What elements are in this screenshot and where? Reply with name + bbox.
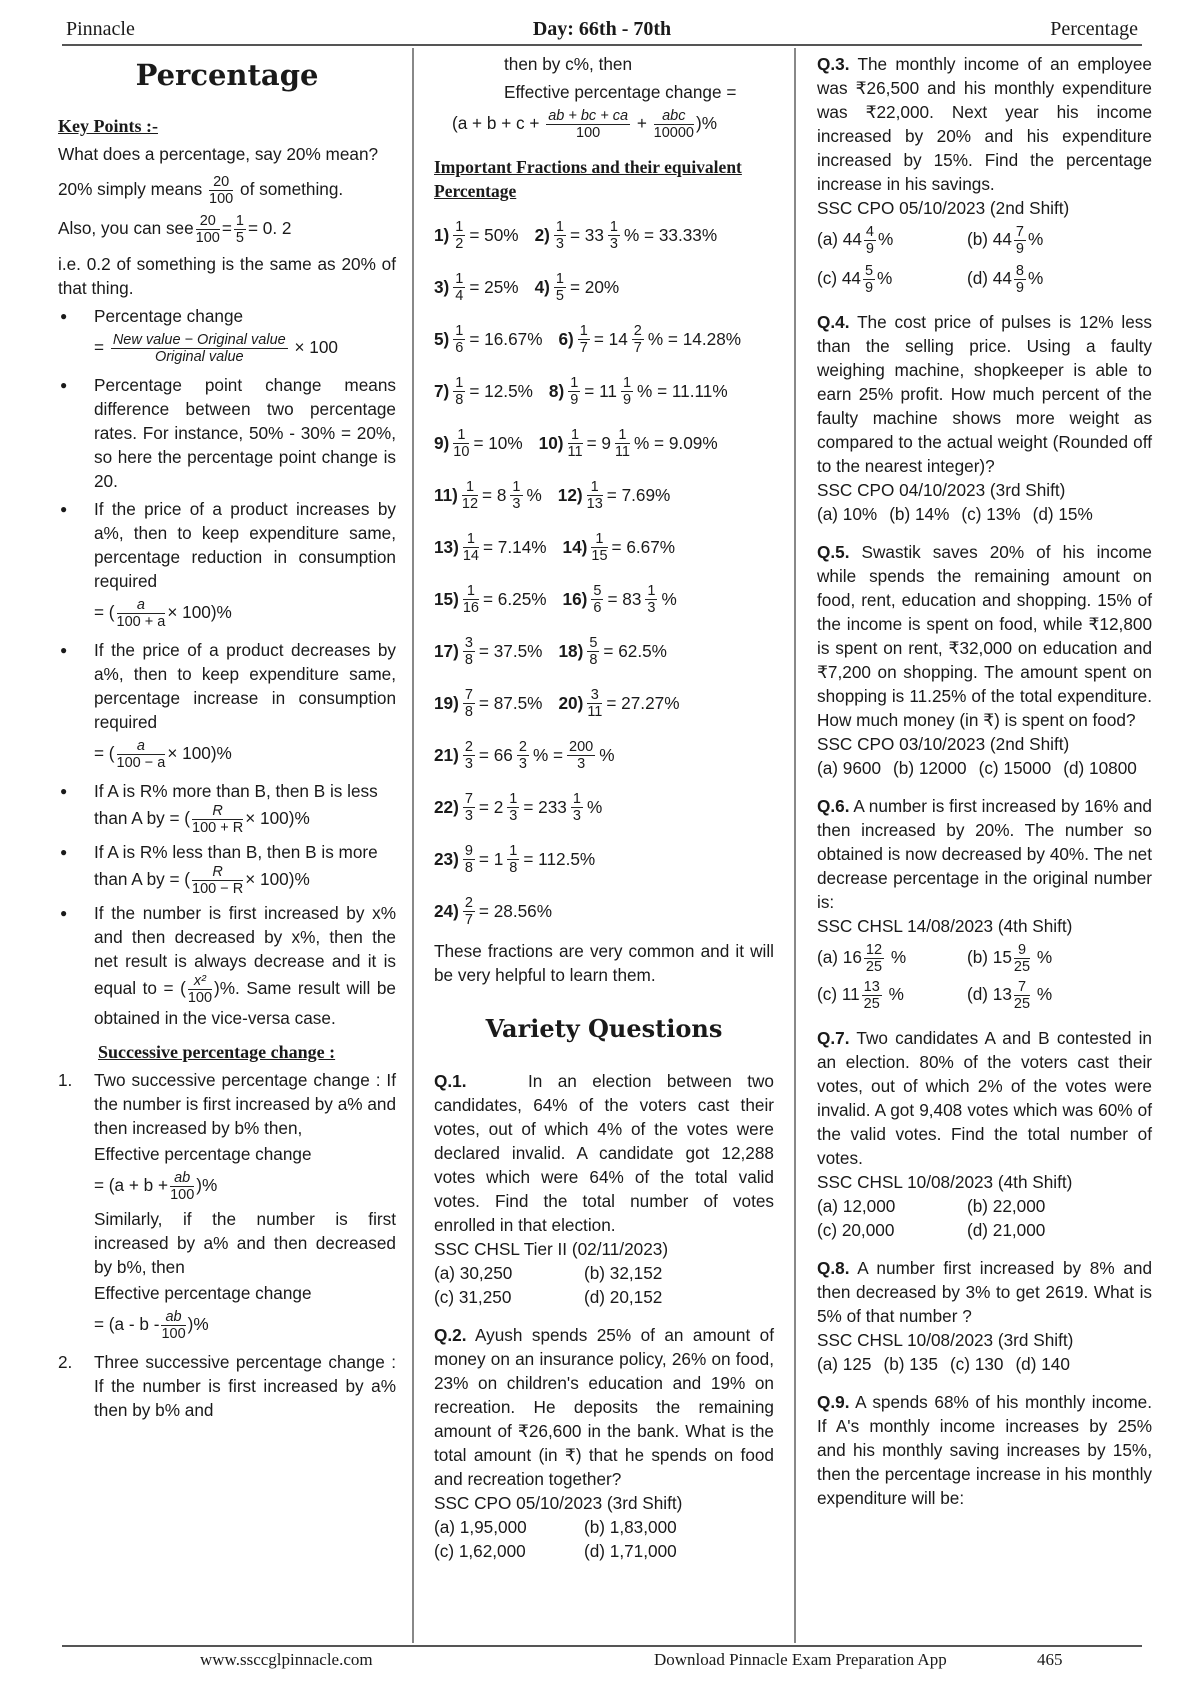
fraction-entry: 10) $\frac{1}{11}$ = 9 $\frac{1}{11}$ % = 9.09% [538,426,718,460]
fraction-row [434,209,774,261]
question-source: SSC CPO 05/10/2023 (3rd Shift) [434,1493,683,1513]
option: (b) 22,000 [967,1196,1046,1216]
option: (a) 9600 [817,758,882,778]
fraction-row [434,469,774,521]
fraction: $\frac{2}{3}$ [518,738,527,772]
fraction-entry: 21) $\frac{2}{3}$ = 66 $\frac{2}{3}$ % = $\frac{200}{3}$ % [434,738,615,772]
option: (a) 30,250 [434,1263,513,1283]
fraction-entry: 24) $\frac{2}{7}$ = 28.56% [434,894,553,928]
successive-heading: Successive percentage change : [98,1042,336,1062]
fraction: $\frac{20}{100}$ [209,174,234,207]
list-item: ● Percentage change = $\frac{\text{New value − Original value}}{\text{Original value}}$ × 100 [58,304,396,369]
options [434,1515,774,1563]
text-line [58,174,396,207]
fraction-entry: 20) $\frac{3}{11}$ = 27.27% [558,686,680,720]
fraction: $\frac{1}{16}$ [462,582,479,616]
option: (c) 130 [949,1354,1004,1374]
fraction-row [434,729,774,781]
list-item: ● If the price of a product decreases by a%, then to keep expenditure same, percentage increase in consumption required = ( $\frac{a}{100 - a}$ × 100)% [58,638,396,775]
option: (d) 44 $\frac{8}{9}$ % [967,263,1044,296]
fraction: $\frac{20}{100}$ [195,213,220,246]
column-divider [412,48,414,1643]
question-4 [817,310,1152,526]
fraction: $\frac{1}{3}$ [609,218,618,252]
option: (d) 13 $\frac{7}{25}$ % [967,979,1053,1012]
fraction: $\frac{2}{3}$ [464,738,473,772]
option: (d) 140 [1015,1354,1070,1374]
question-text: Q.3. The monthly income of an employee was ₹26,500 and his monthly expenditure was ₹22,000. Next year his income increased by 20% and his expenditure increased by 15%. Find the percentage increase in his savings. [817,54,1152,194]
fraction-entry: 11) $\frac{1}{12}$ = 8 $\frac{1}{3}$ % [434,478,542,512]
option: (b) 135 [883,1354,938,1374]
fraction: $\frac{1}{3}$ [572,790,581,824]
fraction: $\frac{2}{7}$ [633,322,642,356]
fraction: $\frac{200}{3}$ [569,738,594,772]
options [817,502,1152,526]
fraction: $\frac{1}{8}$ [509,842,518,876]
question-source: SSC CHSL 10/08/2023 (4th Shift) [817,1172,1073,1192]
text: Also, you can see [58,218,194,239]
fraction-entry: 7) $\frac{1}{8}$ = 12.5% [434,374,533,408]
text-line: then by c%, then [504,54,633,74]
question-text: Q.6. A number is first increased by 16% and then increased by 20%. The number so obtained is now decreased by 40%. The net decrease percentage in the original number is: [817,796,1152,912]
option: (a) 1,95,000 [434,1517,527,1537]
page-number: 465 [1037,1650,1063,1669]
header-topic: Percentage [1050,18,1138,40]
option: (a) 125 [817,1354,872,1374]
options [817,224,1152,296]
fraction: $\frac{1}{14}$ [462,530,479,564]
fraction-entry: 19) $\frac{7}{8}$ = 87.5% [434,686,543,720]
option: (a) 10% [817,504,878,524]
fraction: $\frac{5}{6}$ [593,582,602,616]
fraction: $\frac{ab}{100}$ [170,1170,195,1203]
option: (c) 44 $\frac{5}{9}$ % [817,263,893,296]
column-divider [794,48,796,1643]
fraction-row [434,521,774,573]
question-6 [817,794,1152,1012]
list-item: 1. Two successive percentage change : If the number is first increased by a% and then increased by b% then, Effective percentage change = (a + b + $\frac{ab}{100}$ )% Similarly, if the number is first increased by a% and then decreased by b%, then Effective percentage change = (a - b - $\frac{ab}{100}$ )% [58,1070,396,1342]
text: = 0. 2 [248,218,292,239]
list-item: ● If the number is first increased by x% and then decreased by x%, then the net result is always decrease and it is equal to = ( $\frac{\text{x²}}{100}$ )%. Same result will be obtained in the vice-versa case. [58,901,396,1030]
footer-app-text: Download Pinnacle Exam Preparation App [654,1650,947,1669]
fraction: $\frac{1}{10}$ [453,426,470,460]
fraction: $\frac{1}{13}$ [586,478,603,512]
text-line: Also, you can see $\frac{20}{100}$ = $\frac{1}{5}$ = 0. 2 [58,213,292,246]
question-text: Q.4. The cost price of pulses is 12% less than the selling price. Using a faulty weighing machine, shopkeeper is able to earn 25% profit. How much percent of the faulty machine shows more weight as compared to the actual weight (Rounded off to the nearest integer)? [817,312,1152,476]
fraction-row [434,365,774,417]
question-3 [817,52,1152,296]
successive-list [58,1068,396,1422]
question-8 [817,1256,1152,1376]
fraction-row [434,833,774,885]
fraction: $\frac{ab}{100}$ [161,1309,186,1342]
list-item: ● If A is R% more than B, then B is less than A by = ( $\frac{R}{100 + R}$ × 100)% [58,779,396,836]
question-7 [817,1026,1152,1242]
list-item: ● If the price of a product increases by a%, then to keep expenditure same, percentage reduction in consumption required = ( $\frac{a}{100 + a}$ × 100)% [58,497,396,634]
question-source: SSC CHSL Tier II (02/11/2023) [434,1239,669,1259]
option: (c) 1,62,000 [434,1541,526,1561]
fraction-row [434,625,774,677]
option: (c) 20,000 [817,1220,895,1240]
fraction-entry: 23) $\frac{9}{8}$ = 1 $\frac{1}{8}$ = 112.5% [434,842,596,876]
question-text: Q.2. Ayush spends 25% of an amount of money on an insurance policy, 26% on food, 23% on children's education and 19% on recreation. He deposits the remaining amount of ₹26,600 in the bank. What is the total amount (in ₹) that he spends on food and recreation together? [434,1325,774,1489]
text: of something. [240,179,344,200]
fraction-row [434,417,774,469]
fraction-entry: 15) $\frac{1}{16}$ = 6.25% [434,582,547,616]
option: (a) 16 $\frac{12}{25}$ % [817,942,907,975]
question-text: Q.1. In an election between two candidates, 64% of the voters cast their votes, out of which 4% of the votes were declared invalid. A candidate got 12,288 votes which were 64% of the total valid votes. Find the total number of votes enrolled in that election. [434,1071,774,1235]
option: (c) 31,250 [434,1287,512,1307]
variety-title: Variety Questions [485,1014,723,1043]
page-title: Percentage [135,58,319,92]
option: (c) 15000 [978,758,1052,778]
fraction: $\frac{3}{11}$ [587,686,603,720]
question-source: SSC CPO 04/10/2023 (3rd Shift) [817,480,1066,500]
footer-website-link[interactable]: www.ssccglpinnacle.com [200,1650,373,1669]
fraction-entry: 4) $\frac{1}{5}$ = 20% [534,270,620,304]
fraction-entry: 9) $\frac{1}{10}$ = 10% [434,426,523,460]
option: (b) 12000 [893,758,967,778]
options [434,1261,774,1309]
header-day: Day: 66th - 70th [532,18,672,40]
fraction-entry: 13) $\frac{1}{14}$ = 7.14% [434,530,547,564]
fraction: $\frac{7}{3}$ [464,790,473,824]
option: (a) 12,000 [817,1196,896,1216]
fraction-entry: 18) $\frac{5}{8}$ = 62.5% [558,634,667,668]
fraction-entry: 1) $\frac{1}{2}$ = 50% [434,218,519,252]
option: (c) 11 $\frac{13}{25}$ % [817,979,904,1012]
list-item: ● If A is R% less than B, then B is more than A by = ( $\frac{R}{100 - R}$ × 100)% [58,840,396,897]
key-points-list [58,304,396,1030]
option: (d) 20,152 [584,1287,663,1307]
fraction-row [434,261,774,313]
text-line: Effective percentage change = [504,82,737,102]
option: (d) 1,71,000 [584,1541,677,1561]
fraction: $\frac{5}{8}$ [589,634,598,668]
fraction: $\frac{7}{8}$ [464,686,473,720]
question-1 [434,1069,774,1309]
fraction: $\frac{1}{7}$ [579,322,588,356]
options [817,756,1152,780]
question-text: Q.8. A number first increased by 8% and then decreased by 3% to get 2619. What is 5% of that number ? [817,1258,1153,1326]
options [817,1194,1152,1242]
fraction: $\frac{\text{New value − Original value}}{\text{Original value}}$ [112,332,286,365]
question-2 [434,1323,774,1563]
fraction: $\frac{1}{11}$ [614,426,630,460]
fraction: $\frac{R}{100 - R}$ [192,864,244,897]
header-brand: Pinnacle [66,18,135,40]
fraction-entry: 14) $\frac{1}{15}$ = 6.67% [562,530,676,564]
text-line: What does a percentage, say 20% mean? [58,144,379,164]
fraction-entry: 2) $\frac{1}{3}$ = 33 $\frac{1}{3}$ % = 33.33% [534,218,718,252]
fraction: $\frac{1}{4}$ [455,270,464,304]
question-9 [817,1390,1152,1510]
question-text: Q.5. Swastik saves 20% of his income while spends the remaining amount on food, rent, education and shopping. 15% of the income is spent on food, while ₹12,800 is spent on rent, ₹32,000 on education and ₹7,200 on shopping. The amount spent on shopping is 11.25% of the total expenditure. How much money (in ₹) is spent on food? [817,542,1152,730]
text-line: i.e. 0.2 of something is the same as 20% of that thing. [58,254,396,298]
fraction: $\frac{1}{9}$ [622,374,632,408]
option: (d) 15% [1032,504,1093,524]
fraction: $\frac{1}{9}$ [570,374,579,408]
fraction-row [434,677,774,729]
fraction: $\frac{ab + bc + ca}{100}$ [548,108,629,141]
fraction: $\frac{a}{100 - a}$ [116,738,166,771]
fraction: $\frac{1}{15}$ [591,530,608,564]
list-item: ● Percentage point change means difference between two percentage rates. For instance, 50% - 30% = 20%, so here the percentage point change is 20. [58,373,396,493]
column-3 [817,52,1152,1524]
fraction: $\frac{9}{8}$ [464,842,473,876]
column-1 [58,52,396,1422]
option: (d) 10800 [1063,758,1137,778]
option: (b) 14% [889,504,950,524]
fraction: $\frac{1}{3}$ [512,478,521,512]
fraction: $\frac{1}{8}$ [455,374,464,408]
fraction-entry: 3) $\frac{1}{4}$ = 25% [434,270,519,304]
fraction-row [434,313,774,365]
option: (b) 15 $\frac{9}{25}$ % [967,942,1053,975]
option: (d) 21,000 [967,1220,1046,1240]
question-source: SSC CPO 03/10/2023 (2nd Shift) [817,734,1070,754]
fraction-entry: 12) $\frac{1}{13}$ = 7.69% [557,478,671,512]
fraction-entry: 17) $\frac{3}{8}$ = 37.5% [434,634,543,668]
fraction: $\frac{R}{100 + R}$ [192,803,244,836]
column-2 [434,52,774,1577]
fraction-row [434,885,774,937]
fraction: $\frac{1}{6}$ [455,322,464,356]
fraction-entry: 16) $\frac{5}{6}$ = 83 $\frac{1}{3}$ % [562,582,677,616]
fraction-entry: 8) $\frac{1}{9}$ = 11 $\frac{1}{9}$ % = 11.11% [548,374,728,408]
fraction-entry: 22) $\frac{7}{3}$ = 2 $\frac{1}{3}$ = 233 $\frac{1}{3}$ % [434,790,603,824]
fraction: $\frac{1}{5}$ [555,270,564,304]
fraction: $\frac{\text{x²}}{100}$ [187,973,213,1006]
question-text: Q.7. Two candidates A and B contested in an election. 80% of the voters cast their votes, out of which 2% of the votes were invalid. A got 9,408 votes which was 60% of the valid votes. Find the total number of votes. [817,1028,1152,1168]
page-footer [0,1650,1200,1676]
text: 20% simply means [58,179,203,200]
options [817,942,1152,1012]
fraction: $\frac{a}{100 + a}$ [116,597,166,630]
footer-divider [62,1645,1142,1647]
fraction: $\frac{1}{12}$ [461,478,479,512]
option: (b) 44 $\frac{7}{9}$ % [967,224,1044,257]
option: (a) 44 $\frac{4}{9}$ % [817,224,894,257]
options [817,1352,1152,1376]
fraction-entry: 6) $\frac{1}{7}$ = 14 $\frac{2}{7}$ % = 14.28% [558,322,742,356]
fraction: $\frac{1}{11}$ [567,426,583,460]
fraction-row [434,573,774,625]
page-header [62,18,1142,46]
fraction: $\frac{1}{3}$ [555,218,564,252]
text-line: These fractions are very common and it will be very helpful to learn them. [434,941,774,985]
option: (b) 32,152 [584,1263,663,1283]
fraction: $\frac{2}{7}$ [464,894,473,928]
key-points-heading: Key Points :- [58,116,158,136]
question-source: SSC CHSL 10/08/2023 (3rd Shift) [817,1330,1074,1350]
option: (c) 13% [961,504,1021,524]
list-item: 2. Three successive percentage change : If the number is first increased by a% then by b% and [58,1352,396,1420]
formula: (a + b + c + $\frac{ab + bc + ca}{100}$ + $\frac{\text{abc}}{10000}$ )% [452,108,717,141]
fraction-entry: 5) $\frac{1}{6}$ = 16.67% [434,322,543,356]
fraction: $\frac{3}{8}$ [464,634,473,668]
fractions-table [434,209,774,937]
question-source: SSC CHSL 14/08/2023 (4th Shift) [817,916,1073,936]
fraction: $\frac{\text{abc}}{10000}$ [653,108,694,141]
fraction: $\frac{1}{5}$ [235,213,244,246]
question-source: SSC CPO 05/10/2023 (2nd Shift) [817,198,1070,218]
fraction: $\frac{1}{3}$ [647,582,656,616]
question-5 [817,540,1152,780]
question-text: Q.9. A spends 68% of his monthly income. If A's monthly income increases by 25% and his monthly saving increases by 15%, then the percentage increase in his monthly expenditure will be: [817,1392,1152,1508]
fraction-row [434,781,774,833]
option: (b) 1,83,000 [584,1517,677,1537]
fraction: $\frac{1}{2}$ [455,218,464,252]
fractions-heading: Important Fractions and their equivalent Percentage [434,157,742,201]
fraction: $\frac{1}{3}$ [509,790,518,824]
